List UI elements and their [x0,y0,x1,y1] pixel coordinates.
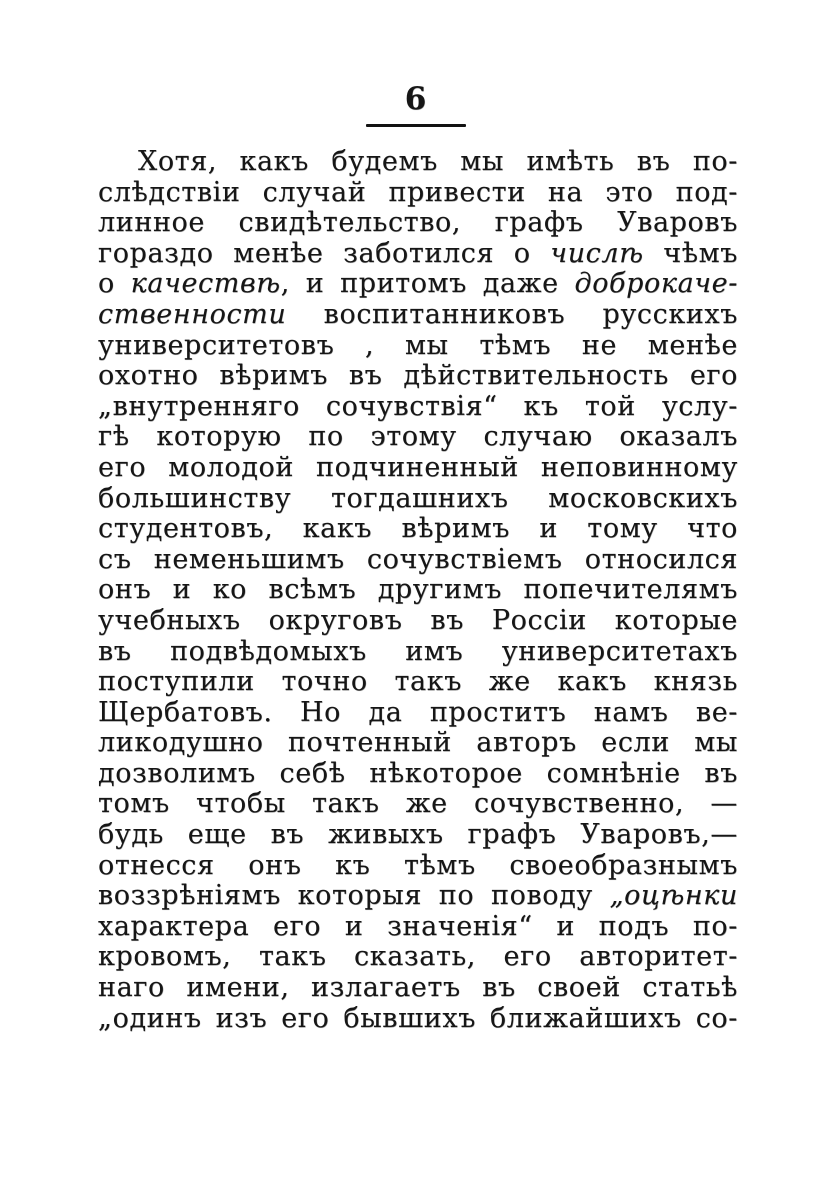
text-segment: воззрѣніямъ которыя по поводу [98,880,610,912]
text-line [98,331,738,362]
text-segment: „внутренняго сочувствія“ къ той услу- [98,390,738,422]
body-text [98,147,738,1034]
italic-text-segment: „оцѣнки [609,880,738,912]
text-line [98,881,738,912]
text-segment: въ подвѣдомыхъ имъ университетахъ [98,635,738,667]
text-segment: кровомъ, такъ сказать, его авторитет- [98,941,738,973]
text-segment: учебныхъ округовъ въ Россіи которые [98,604,738,636]
page-number: 6 [404,81,428,117]
text-segment: чѣмъ [643,237,738,269]
text-line [98,759,738,790]
text-line [98,606,738,637]
text-segment: съ неменьшимъ сочувствіемъ относился [98,543,738,575]
text-segment: отнесся онъ къ тѣмъ своеобразнымъ [98,849,738,881]
text-segment: , и притомъ даже [280,268,575,300]
text-segment: студентовъ, какъ вѣримъ и тому что [98,513,738,545]
text-line [98,178,738,209]
text-segment: онъ и ко всѣмъ другимъ попечителямъ [98,574,738,606]
text-line [98,453,738,484]
text-line [98,361,738,392]
text-line [98,912,738,943]
text-line [98,300,738,331]
text-line [98,637,738,668]
text-segment: слѣдствіи случай привести на это под- [98,176,738,208]
italic-text-segment: числѣ [550,237,644,269]
text-segment: воспитанниковъ русскихъ [286,298,738,330]
text-line [98,1004,738,1035]
text-segment: наго имени, излагаетъ въ своей статьѣ [98,972,738,1004]
italic-text-segment: качествѣ [130,268,281,300]
text-line [98,269,738,300]
text-line [98,392,738,423]
text-segment: характера его и значенія“ и подъ по- [98,910,738,942]
text-line [98,422,738,453]
text-segment: о [98,268,131,300]
italic-text-segment: ственности [98,298,287,330]
text-segment: поступили точно такъ же какъ князь [98,666,738,698]
text-segment: дозволимъ себѣ нѣкоторое сомнѣніе въ [98,757,738,789]
text-segment: линное свидѣтельство, графъ Уваровъ [98,207,738,239]
text-segment: охотно вѣримъ въ дѣйствительность его [98,360,738,392]
text-line [98,942,738,973]
text-line [98,484,738,515]
text-segment: большинству тогдашнихъ московскихъ [98,482,738,514]
text-line [98,239,738,270]
text-line [98,545,738,576]
text-line [98,147,738,178]
text-line [98,973,738,1004]
text-segment: ликодушно почтенный авторъ если мы [98,727,738,759]
text-segment: университетовъ , мы тѣмъ не менѣе [98,329,738,361]
text-segment: гѣ которую по этому случаю оказалъ [98,421,738,453]
page-header [0,81,840,127]
text-segment: Щербатовъ. Но да проститъ намъ ве- [98,696,738,728]
text-segment: будь еще въ живыхъ графъ Уваровъ,— [98,819,738,851]
text-segment: его молодой подчиненный неповинному [98,451,738,483]
text-line [98,820,738,851]
page-number-rule [366,124,466,127]
text-segment: „одинъ изъ его бывшихъ ближайшихъ со- [98,1002,738,1034]
text-line [98,208,738,239]
text-line [98,698,738,729]
text-line [98,728,738,759]
text-segment: Хотя, какъ будемъ мы имѣть въ по- [138,146,738,177]
italic-text-segment: доброкаче- [574,268,738,300]
text-line [98,789,738,820]
text-segment: гораздо менѣе заботился о [98,237,551,269]
text-segment: томъ чтобы такъ же сочувственно, — [98,788,738,820]
text-line [98,667,738,698]
text-line [98,575,738,606]
text-line [98,851,738,882]
text-line [98,514,738,545]
